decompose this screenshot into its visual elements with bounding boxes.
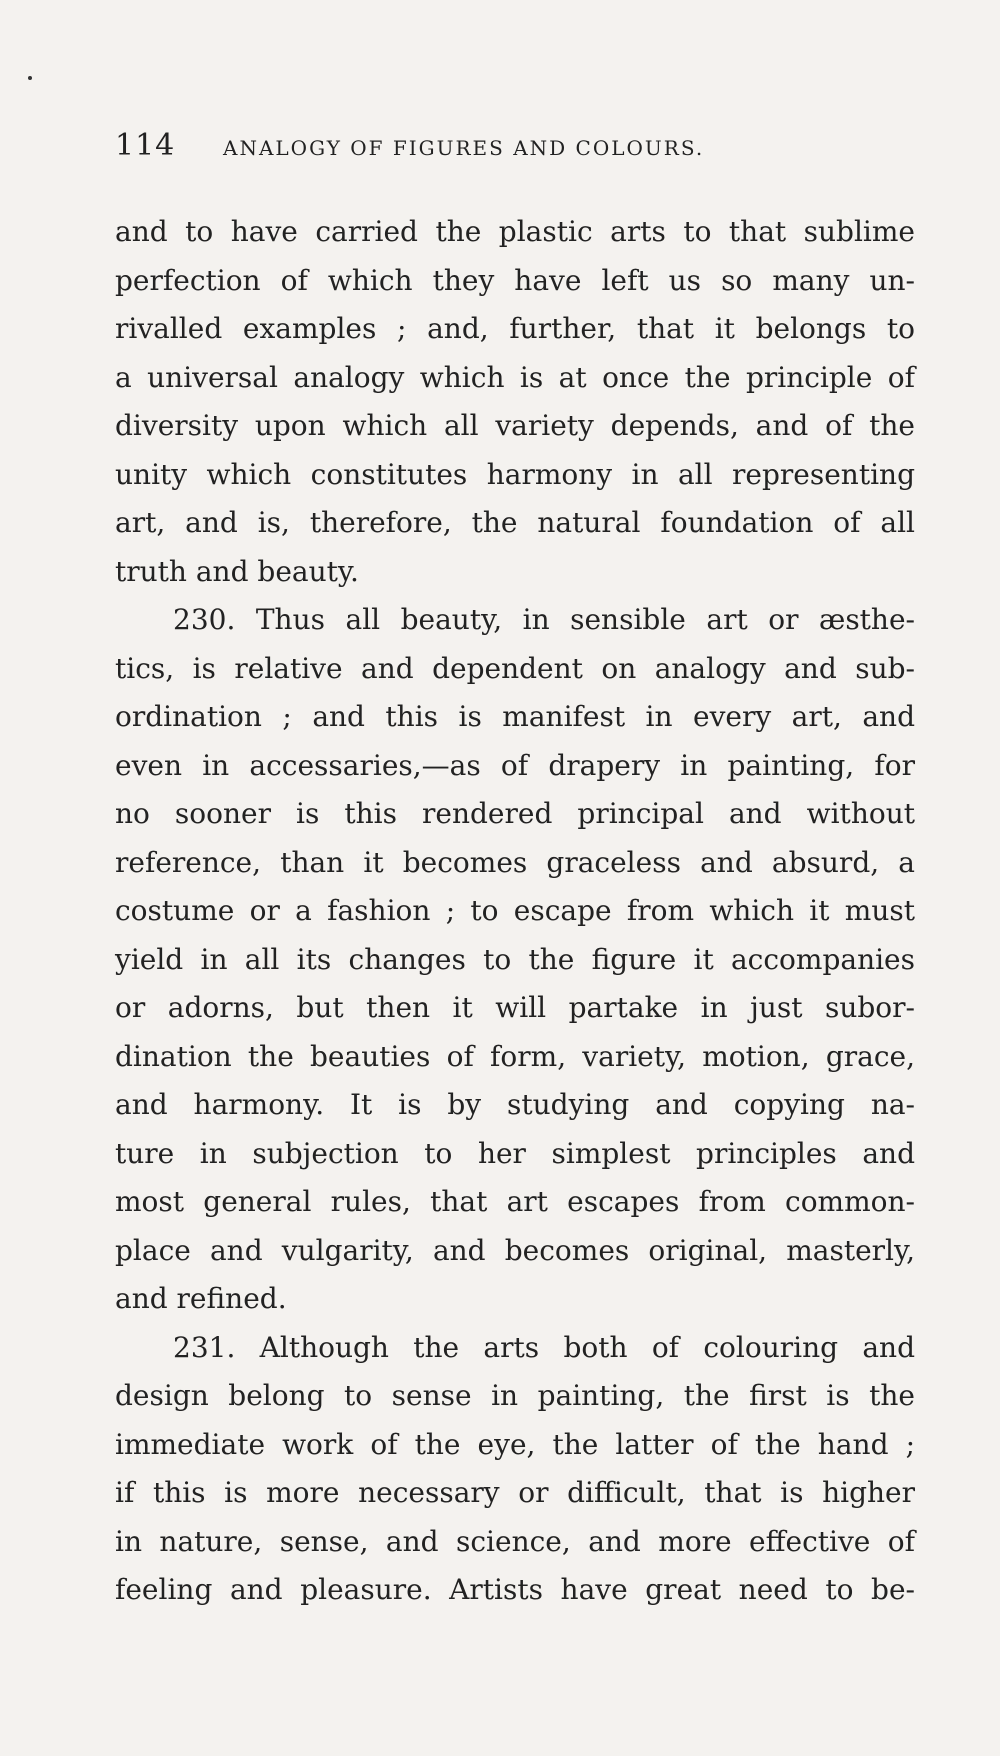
text-line: design belong to sense in painting, the first is the xyxy=(115,1379,915,1412)
page-number: 114 xyxy=(115,128,176,163)
text-line: feeling and pleasure. Artists have great need to be- xyxy=(115,1573,915,1606)
text-line: dination the beauties of form, variety, motion, grace, xyxy=(115,1039,915,1073)
text-line: yield in all its changes to the figure it accompanies xyxy=(115,942,915,976)
text-line: ture in subjection to her simplest principles and xyxy=(115,1136,915,1170)
text-line: ordination ; and this is manifest in every art, and xyxy=(115,700,915,733)
text-line: diversity upon which all variety depends, and of the xyxy=(115,409,915,442)
text-line: perfection of which they have left us so many un- xyxy=(115,263,915,297)
text-line: unity which constitutes harmony in all representing xyxy=(115,457,915,491)
text-line: most general rules, that art escapes from common- xyxy=(115,1185,915,1218)
text-line: and refined. xyxy=(115,1282,287,1315)
text-line: no sooner is this rendered principal and without xyxy=(115,797,915,830)
text-line: reference, than it becomes graceless and absurd, a xyxy=(115,845,915,879)
text-line: rivalled examples ; and, further, that it belongs to xyxy=(115,312,915,345)
text-line: truth and beauty. xyxy=(115,554,359,588)
running-title: ANALOGY OF FIGURES AND COLOURS. xyxy=(223,136,705,160)
running-head xyxy=(115,128,915,168)
text-line: place and vulgarity, and becomes original, masterly, xyxy=(115,1233,915,1267)
text-line: or adorns, but then it will partake in just subor- xyxy=(115,991,915,1024)
text-line: if this is more necessary or difficult, that is higher xyxy=(115,1476,915,1509)
text-line: art, and is, therefore, the natural foundation of all xyxy=(115,506,915,539)
text-line: in nature, sense, and science, and more effective of xyxy=(115,1524,915,1558)
text-line: a universal analogy which is at once the principle of xyxy=(115,360,915,394)
paragraph-230-start: 230. Thus all beauty, in sensible art or æsthe- xyxy=(173,603,915,636)
text-line: and to have carried the plastic arts to that sublime xyxy=(115,215,915,248)
text-line: even in accessaries,—as of drapery in painting, for xyxy=(115,748,915,782)
text-line: immediate work of the eye, the latter of the hand ; xyxy=(115,1427,915,1461)
page-speck xyxy=(28,76,32,80)
body-text xyxy=(115,208,915,1615)
paragraph-231-start: 231. Although the arts both of colouring and xyxy=(173,1330,915,1364)
text-line: and harmony. It is by studying and copying na- xyxy=(115,1088,915,1121)
text-line: tics, is relative and dependent on analogy and sub- xyxy=(115,651,915,685)
text-line: costume or a fashion ; to escape from which it must xyxy=(115,894,915,927)
